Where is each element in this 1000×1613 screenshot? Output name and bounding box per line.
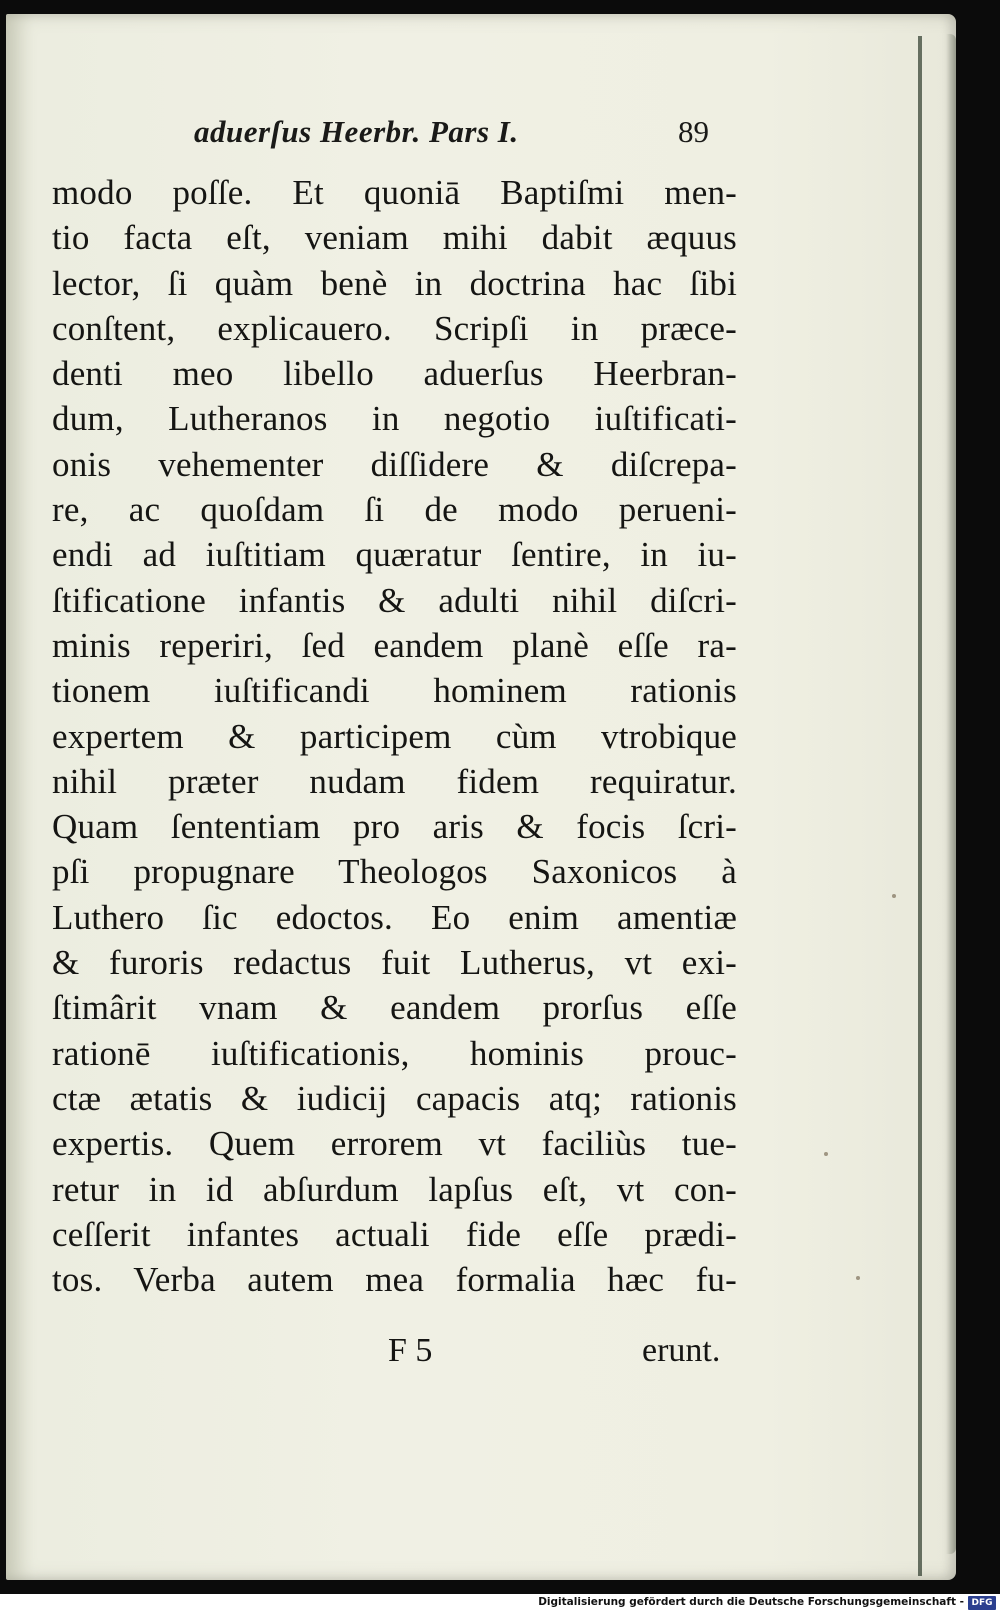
dfg-logo: DFG — [968, 1596, 996, 1610]
paper-speck — [892, 894, 896, 898]
credit-bar — [0, 1594, 1000, 1613]
signature-mark: F 5 — [388, 1332, 433, 1369]
paper-speck — [824, 1152, 828, 1156]
page-number: 89 — [678, 114, 709, 149]
text-line: denti meo libello aduerſus Heerbran- — [52, 354, 737, 394]
running-title: aduerſus Heerbr. Pars I. — [194, 114, 519, 149]
text-line: modo poſſe. Et quoniā Baptiſmi men- — [52, 173, 737, 212]
text-line: tio facta eſt, veniam mihi dabit æquus — [52, 218, 737, 258]
text-line: minis reperiri, ſed eandem planè eſſe ra- — [52, 625, 737, 665]
text-line: re, ac quoſdam ſi de modo perueni- — [52, 490, 737, 530]
text-line: Quam ſententiam pro aris & focis ſcri- — [52, 807, 737, 847]
catchword: erunt. — [642, 1332, 721, 1369]
text-line: dum, Lutheranos in negotio iuſtificati- — [52, 399, 737, 439]
paper-speck — [856, 1276, 860, 1280]
text-line: onis vehementer diſſidere & diſcrepa- — [52, 444, 737, 484]
text-line: lector, ſi quàm benè in doctrina hac ſibi — [52, 263, 737, 303]
text-line: expertis. Quem errorem vt faciliùs tue- — [52, 1124, 737, 1164]
text-line: tionem iuſtificandi hominem rationis — [52, 671, 737, 711]
text-line: & furoris redactus fuit Lutherus, vt exi- — [52, 943, 737, 983]
digitization-credit: Digitalisierung gefördert durch die Deutsche Forschungsgemeinschaft - — [538, 1596, 964, 1608]
text-line: ſtimârit vnam & eandem prorſus eſſe — [52, 988, 737, 1028]
text-line: endi ad iuſtitiam quæratur ſentire, in iu- — [52, 535, 737, 575]
text-line: retur in id abſurdum lapſus eſt, vt con- — [52, 1169, 737, 1209]
body-text — [52, 170, 737, 1302]
page-footer — [6, 1332, 956, 1380]
text-line: ctæ ætatis & iudicij capacis atq; rationis — [52, 1078, 737, 1118]
text-line: tos. Verba autem mea formalia hæc fu- — [52, 1260, 737, 1300]
book-page — [6, 14, 956, 1580]
text-line: rationē iuſtificationis, hominis prouc- — [52, 1033, 737, 1073]
text-line: ſtificatione infantis & adulti nihil diſcri- — [52, 580, 737, 620]
text-line: conſtent, explicauero. Scripſi in præce- — [52, 308, 737, 348]
running-head — [6, 114, 956, 164]
text-line: ceſſerit infantes actuali fide eſſe prædi- — [52, 1214, 737, 1254]
text-line: pſi propugnare Theologos Saxonicos à — [52, 852, 737, 892]
text-line: Luthero ſic edoctos. Eo enim amentiæ — [52, 897, 737, 937]
text-line: nihil præter nudam fidem requiratur. — [52, 761, 737, 801]
text-line: expertem & participem cùm vtrobique — [52, 716, 737, 756]
